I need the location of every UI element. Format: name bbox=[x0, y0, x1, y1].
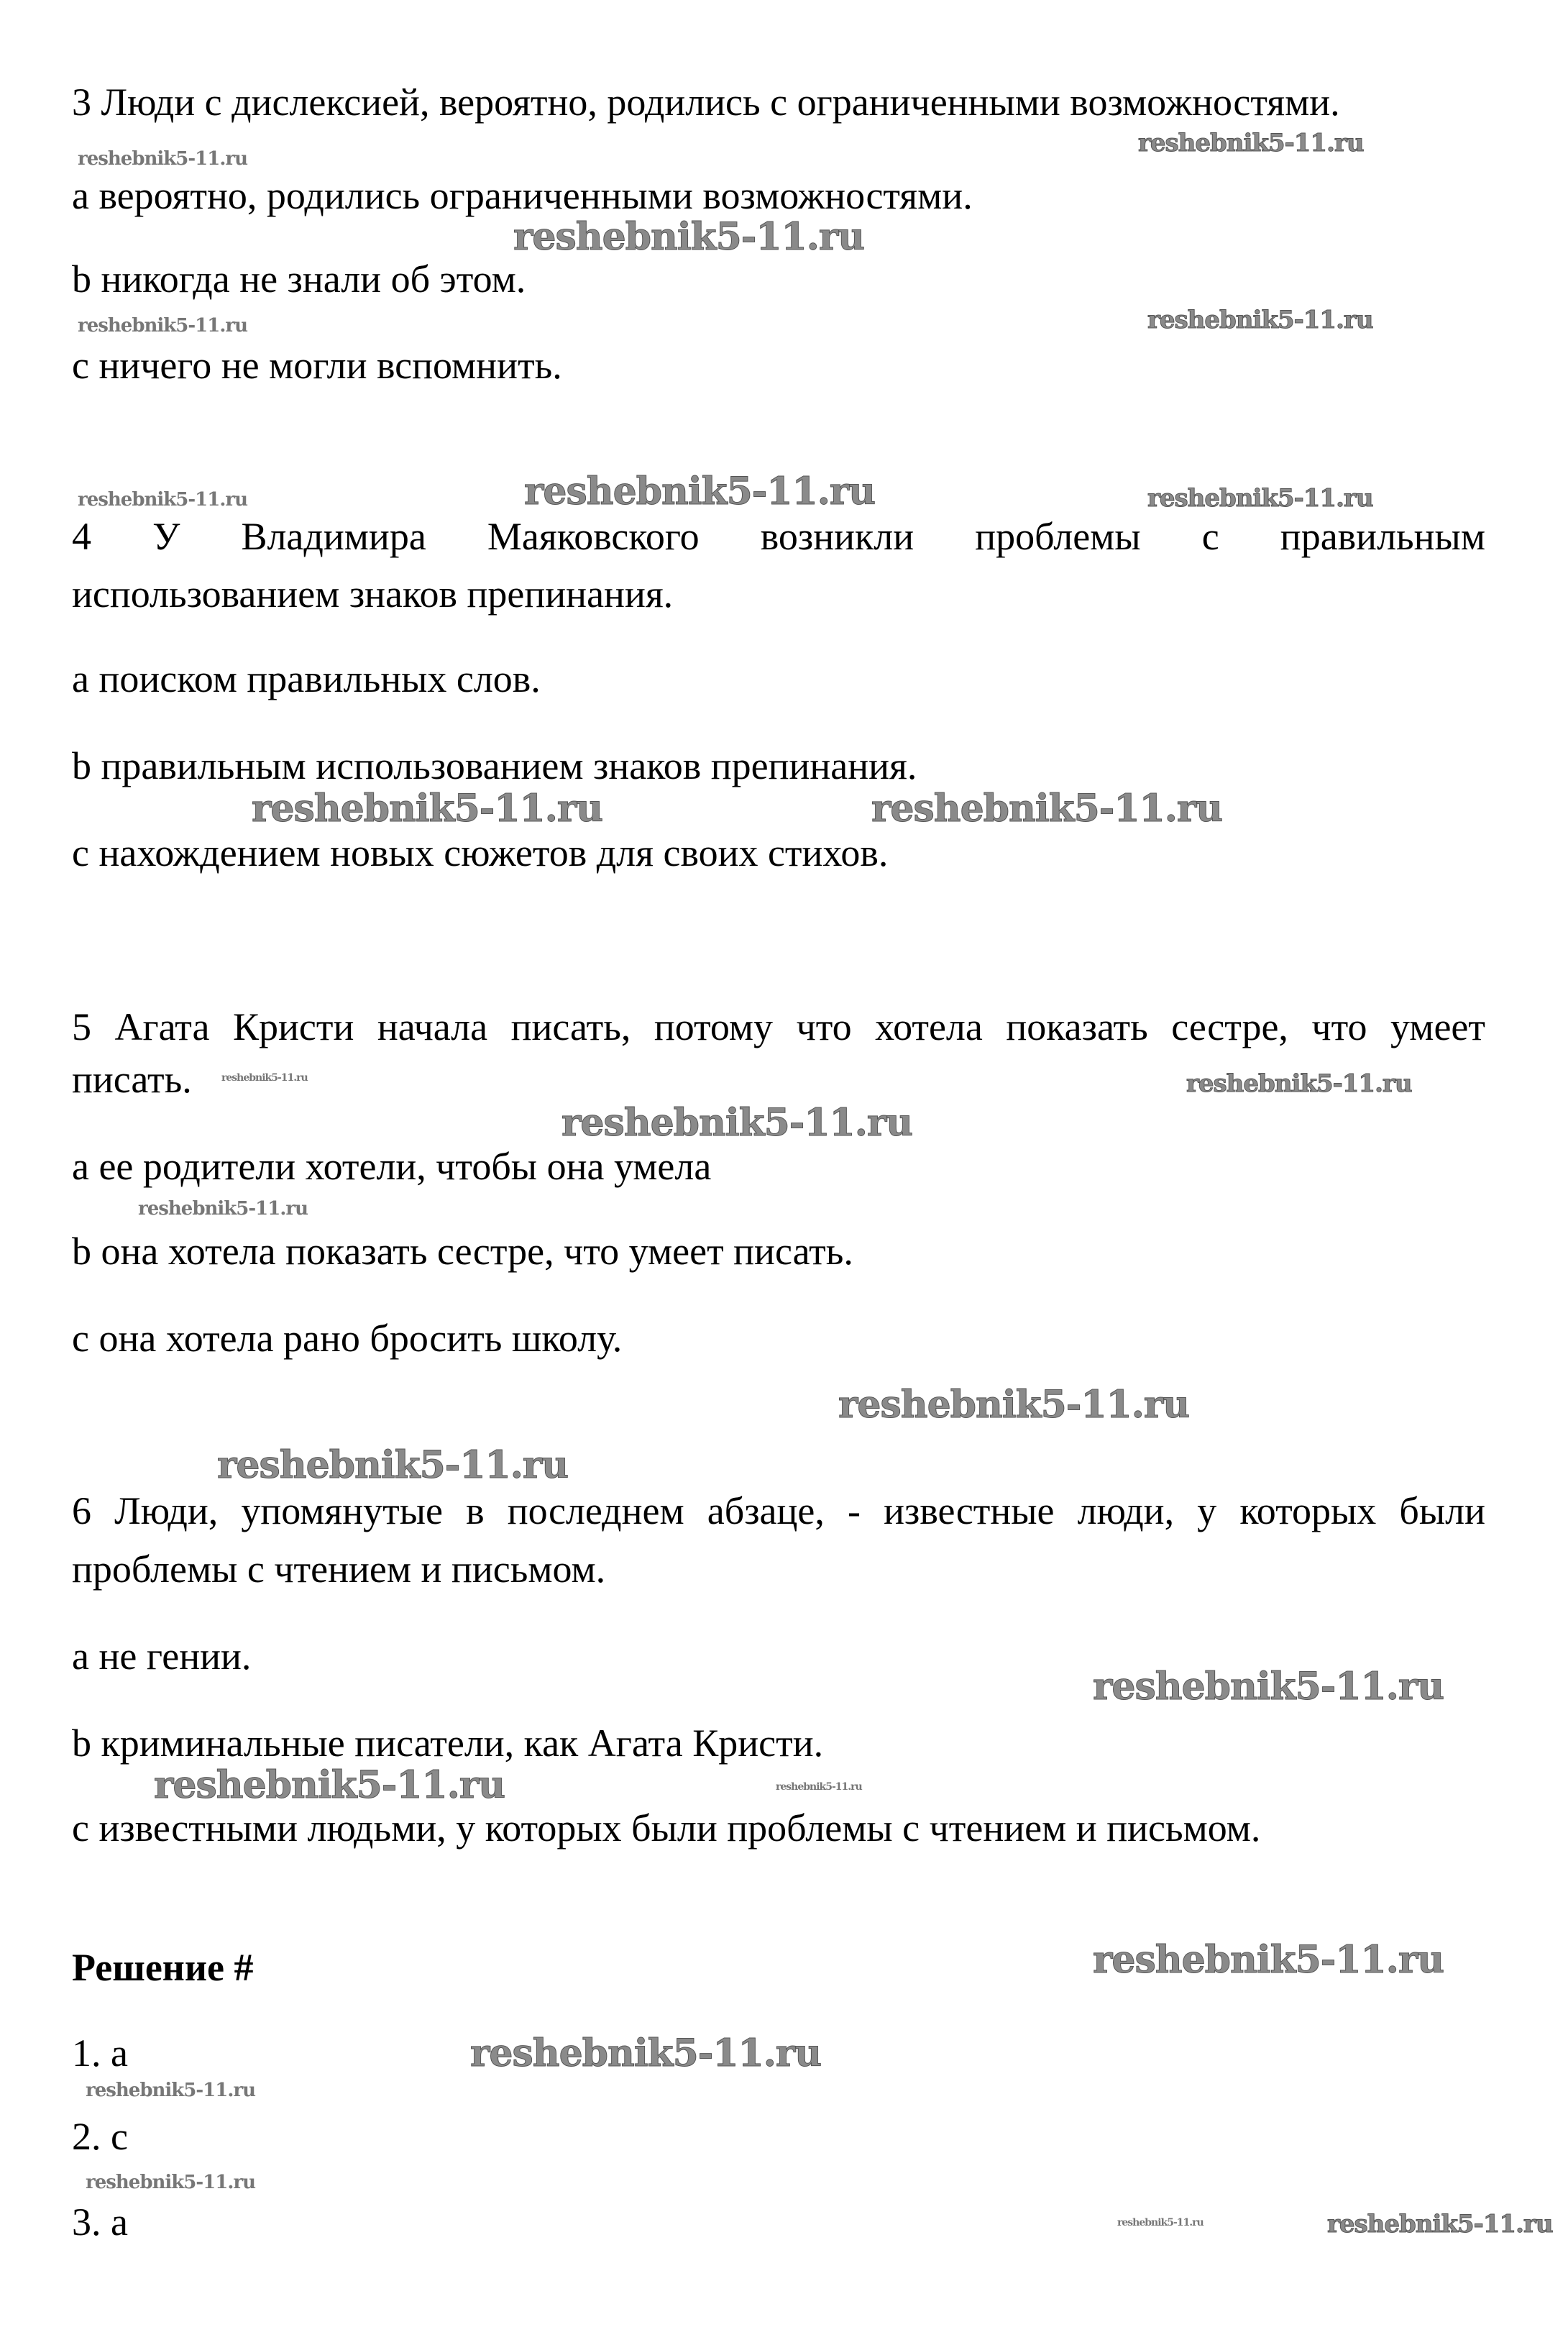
question-3-option-c: c ничего не могли вспомнить. bbox=[72, 344, 562, 387]
watermark: reshebnik5-11.ru bbox=[524, 470, 876, 513]
watermark: reshebnik5-11.ru bbox=[217, 1443, 569, 1487]
question-4-stem-line1: 4 У Владимира Маяковского возникли проблемы с правильным bbox=[72, 515, 1485, 558]
answer-1: 1. a bbox=[72, 2031, 128, 2075]
question-6-stem-line1: 6 Люди, упомянутые в последнем абзаце, - известные люди, у которых были bbox=[72, 1489, 1485, 1532]
watermark: reshebnik5-11.ru bbox=[1147, 484, 1373, 513]
question-5-stem-line2: писать. bbox=[72, 1058, 192, 1101]
watermark: reshebnik5-11.ru bbox=[513, 215, 865, 259]
answer-2: 2. c bbox=[72, 2115, 128, 2158]
watermark: reshebnik5-11.ru bbox=[1117, 2217, 1203, 2228]
watermark: reshebnik5-11.ru bbox=[1093, 1938, 1444, 1982]
watermark: reshebnik5-11.ru bbox=[78, 315, 248, 337]
watermark: reshebnik5-11.ru bbox=[154, 1763, 505, 1807]
question-6-option-c: c известными людьми, у которых были проблемы с чтением и письмом. bbox=[72, 1806, 1261, 1850]
question-4-option-c: c нахождением новых сюжетов для своих стихов. bbox=[72, 831, 889, 874]
question-3-stem: 3 Люди с дислексией, вероятно, родились с ограниченными возможностями. bbox=[72, 81, 1340, 124]
watermark: reshebnik5-11.ru bbox=[1093, 1665, 1444, 1709]
watermark: reshebnik5-11.ru bbox=[138, 1198, 308, 1220]
question-4-option-b: b правильным использованием знаков препинания. bbox=[72, 744, 917, 787]
question-4-option-a: a поиском правильных слов. bbox=[72, 657, 541, 700]
question-3-option-b: b никогда не знали об этом. bbox=[72, 257, 526, 301]
watermark: reshebnik5-11.ru bbox=[470, 2031, 822, 2075]
watermark: reshebnik5-11.ru bbox=[221, 1072, 308, 1084]
answer-3: 3. a bbox=[72, 2200, 128, 2244]
watermark: reshebnik5-11.ru bbox=[1147, 306, 1373, 334]
watermark: reshebnik5-11.ru bbox=[561, 1101, 913, 1145]
watermark: reshebnik5-11.ru bbox=[78, 489, 248, 511]
watermark: reshebnik5-11.ru bbox=[1186, 1069, 1412, 1098]
watermark: reshebnik5-11.ru bbox=[1138, 129, 1364, 157]
question-6-option-a: a не гении. bbox=[72, 1635, 252, 1678]
watermark: reshebnik5-11.ru bbox=[78, 148, 248, 170]
question-5-option-c: c она хотела рано бросить школу. bbox=[72, 1317, 623, 1360]
question-5-stem-line1: 5 Агата Кристи начала писать, потому что хотела показать сестре, что умеет bbox=[72, 1005, 1485, 1048]
watermark: reshebnik5-11.ru bbox=[838, 1383, 1190, 1427]
question-6-stem-line2: проблемы с чтением и письмом. bbox=[72, 1547, 606, 1591]
question-3-option-a: a вероятно, родились ограниченными возможностями. bbox=[72, 174, 973, 217]
question-5-option-a: a ее родители хотели, чтобы она умела bbox=[72, 1145, 712, 1188]
watermark: reshebnik5-11.ru bbox=[1327, 2210, 1553, 2239]
watermark: reshebnik5-11.ru bbox=[86, 2080, 256, 2101]
question-4-stem-line2: использованием знаков препинания. bbox=[72, 572, 674, 616]
solution-heading: Решение # bbox=[72, 1946, 254, 1989]
question-5-option-b: b она хотела показать сестре, что умеет писать. bbox=[72, 1230, 853, 1273]
watermark: reshebnik5-11.ru bbox=[871, 787, 1223, 831]
watermark: reshebnik5-11.ru bbox=[252, 787, 603, 831]
watermark: reshebnik5-11.ru bbox=[776, 1781, 862, 1793]
question-6-option-b: b криминальные писатели, как Агата Кристи. bbox=[72, 1722, 824, 1765]
watermark: reshebnik5-11.ru bbox=[86, 2172, 256, 2193]
